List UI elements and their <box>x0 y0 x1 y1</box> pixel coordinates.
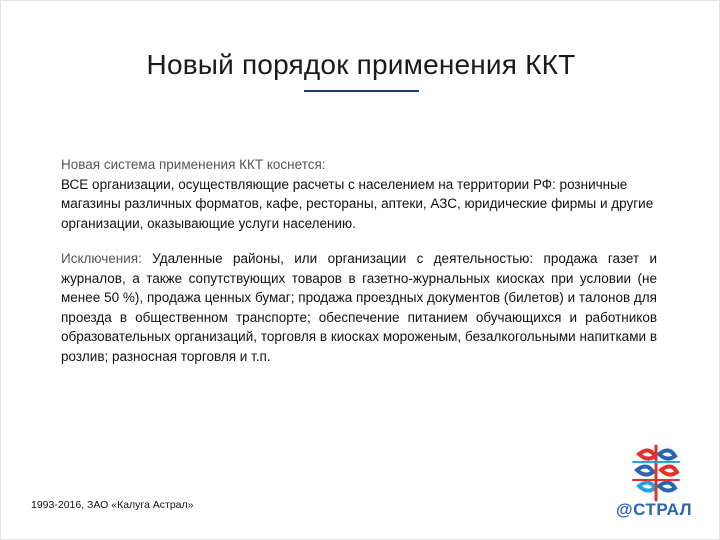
exceptions-body: Удаленные районы, или организации с деятельностью: продажа газет и журналов, а также сопутствующих товаров в газетно-журнальных киосках при условии (не менее 50 %), продажа ценных бумаг; продажа проездных документов (билетов) и талонов для проезда в общественном транспорте; обеспечение питанием обучающихся и работников образовательных организаций, торговля в киосках мороженым, безалкогольными напитками в розлив; разносная торговля и т.п. <box>61 251 657 364</box>
title-underline <box>304 90 419 92</box>
astral-logo-text: @СТРАЛ <box>616 500 693 519</box>
slide-title: Новый порядок применения ККТ <box>146 49 576 80</box>
footer-copyright: 1993-2016, ЗАО «Калуга Астрал» <box>31 499 194 511</box>
intro-lead: Новая система применения ККТ коснется: <box>61 157 326 172</box>
astral-ornament-icon <box>625 442 687 504</box>
intro-body: ВСЕ организации, осуществляющие расчеты с населением на территории РФ: розничные магазины различных форматов, кафе, рестораны, аптеки, АЗС, юридические фирмы и другие организации, оказывающие услуги населению. <box>61 176 654 231</box>
intro-paragraph <box>61 155 657 233</box>
exceptions-lead: Исключения: <box>61 251 142 266</box>
exceptions-paragraph <box>61 249 657 366</box>
